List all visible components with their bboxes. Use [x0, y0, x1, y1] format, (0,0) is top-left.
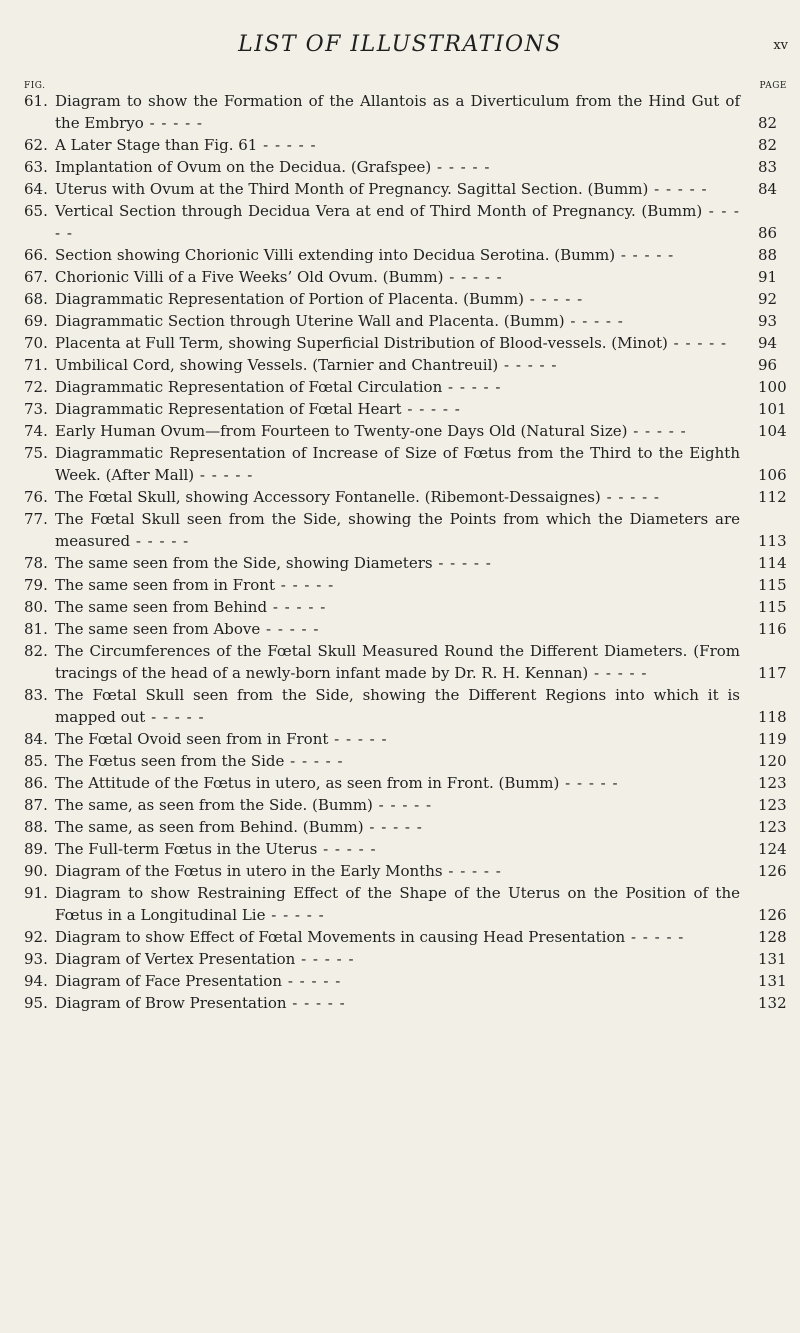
- figure-page: 119: [758, 730, 787, 748]
- figure-page: 131: [758, 972, 787, 990]
- figure-title: Diagram of Brow Presentation: [55, 994, 287, 1012]
- figure-title: The same seen from Above: [55, 620, 261, 638]
- figure-number: 66.: [24, 246, 48, 264]
- list-item: 68. Diagrammatic Representation of Portion of Placenta. (Bumm) - - - - - 92: [24, 288, 792, 310]
- figure-page: 123: [758, 774, 787, 792]
- figure-title: The Circumferences of the Fœtal Skull Measured Round the Different Diameters. (From tracings of the head of a newly-born infant made by Dr. R. H. Kennan): [55, 642, 740, 682]
- figure-number: 81.: [24, 620, 48, 638]
- list-item: 82. The Circumferences of the Fœtal Skull Measured Round the Different Diameters. (From tracings of the head of a newly-born infant made by Dr. R. H. Kennan) - - - - - 117: [24, 640, 792, 684]
- list-item: 83. The Fœtal Skull seen from the Side, showing the Different Regions into which it is mapped out - - - - - 118: [24, 684, 792, 728]
- figure-page: 124: [758, 840, 787, 858]
- list-item: 85. The Fœtus seen from the Side - - - - - 120: [24, 750, 792, 772]
- figure-number: 84.: [24, 730, 48, 748]
- figure-number: 74.: [24, 422, 48, 440]
- figure-number: 65.: [24, 202, 48, 220]
- figure-title: The Fœtal Skull seen from the Side, showing the Different Regions into which it is mapped out: [55, 686, 740, 726]
- figure-number: 75.: [24, 444, 48, 462]
- figure-title: Uterus with Ovum at the Third Month of Pregnancy. Sagittal Section. (Bumm): [55, 180, 649, 198]
- list-item: 73. Diagrammatic Representation of Fœtal Heart - - - - - 101: [24, 398, 792, 420]
- figure-number: 83.: [24, 686, 48, 704]
- list-item: 89. The Full-term Fœtus in the Uterus - - - - - 124: [24, 838, 792, 860]
- figure-title: Early Human Ovum—from Fourteen to Twenty-one Days Old (Natural Size): [55, 422, 628, 440]
- list-item: 90. Diagram of the Fœtus in utero in the Early Months - - - - - 126: [24, 860, 792, 882]
- list-item: 95. Diagram of Brow Presentation - - - - - 132: [24, 992, 792, 1014]
- figure-number: 70.: [24, 334, 48, 352]
- list-item: 74. Early Human Ovum—from Fourteen to Twenty-one Days Old (Natural Size) - - - - - 104: [24, 420, 792, 442]
- figure-number: 68.: [24, 290, 48, 308]
- figure-page: 82: [758, 136, 778, 154]
- list-item: 63. Implantation of Ovum on the Decidua. (Grafspee) - - - - - 83: [24, 156, 792, 178]
- figure-title: Placenta at Full Term, showing Superficial Distribution of Blood-vessels. (Minot): [55, 334, 668, 352]
- figure-number: 91.: [24, 884, 48, 902]
- figure-page: 126: [758, 906, 787, 924]
- figure-title: The same, as seen from the Side. (Bumm): [55, 796, 373, 814]
- figure-title: The same seen from in Front: [55, 576, 275, 594]
- figure-title: Diagram to show the Formation of the Allantois as a Diverticulum from the Hind Gut of the Embryo: [55, 92, 740, 132]
- list-item: 77. The Fœtal Skull seen from the Side, showing the Points from which the Diameters are measured - - - - - 113: [24, 508, 792, 552]
- figure-page: 132: [758, 994, 787, 1012]
- list-item: 70. Placenta at Full Term, showing Superficial Distribution of Blood-vessels. (Minot) - - - - - 94: [24, 332, 792, 354]
- list-item: 81. The same seen from Above - - - - - 116: [24, 618, 792, 640]
- list-item: 84. The Fœtal Ovoid seen from in Front - - - - - 119: [24, 728, 792, 750]
- page-number: xv: [773, 38, 788, 53]
- figure-page: 96: [758, 356, 778, 374]
- figure-title: The same, as seen from Behind. (Bumm): [55, 818, 364, 836]
- list-item: 66. Section showing Chorionic Villi extending into Decidua Serotina. (Bumm) - - - - - 88: [24, 244, 792, 266]
- figure-number: 87.: [24, 796, 48, 814]
- figure-number: 61.: [24, 92, 48, 110]
- figure-page: 114: [758, 554, 787, 572]
- list-item: 69. Diagrammatic Section through Uterine Wall and Placenta. (Bumm) - - - - - 93: [24, 310, 792, 332]
- list-item: 76. The Fœtal Skull, showing Accessory Fontanelle. (Ribemont-Dessaignes) - - - - - 112: [24, 486, 792, 508]
- list-item: 93. Diagram of Vertex Presentation - - - - - 131: [24, 948, 792, 970]
- figure-page: 84: [758, 180, 778, 198]
- figure-page: 91: [758, 268, 778, 286]
- list-item: 75. Diagrammatic Representation of Increase of Size of Fœtus from the Third to the Eighth Week. (After Mall) - - - - - 106: [24, 442, 792, 486]
- figure-title: The Fœtal Skull, showing Accessory Fontanelle. (Ribemont-Dessaignes): [55, 488, 601, 506]
- figure-title: Diagrammatic Representation of Portion of Placenta. (Bumm): [55, 290, 524, 308]
- figure-number: 78.: [24, 554, 48, 572]
- figure-number: 71.: [24, 356, 48, 374]
- figure-number: 90.: [24, 862, 48, 880]
- figure-page: 116: [758, 620, 787, 638]
- figure-page: 123: [758, 818, 787, 836]
- figure-title: The Fœtal Ovoid seen from in Front: [55, 730, 329, 748]
- figure-title: Diagrammatic Representation of Fœtal Heart: [55, 400, 402, 418]
- figure-number: 79.: [24, 576, 48, 594]
- list-item: 64. Uterus with Ovum at the Third Month of Pregnancy. Sagittal Section. (Bumm) - - - - - 84: [24, 178, 792, 200]
- figure-page: 101: [758, 400, 787, 418]
- figure-page: 88: [758, 246, 778, 264]
- figure-number: 67.: [24, 268, 48, 286]
- list-item: 72. Diagrammatic Representation of Fœtal Circulation - - - - - 100: [24, 376, 792, 398]
- figure-page: 120: [758, 752, 787, 770]
- list-item: 65. Vertical Section through Decidua Vera at end of Third Month of Pregnancy. (Bumm) - - - - - 86: [24, 200, 792, 244]
- figure-number: 85.: [24, 752, 48, 770]
- figure-page: 115: [758, 576, 787, 594]
- figure-title: Diagrammatic Representation of Increase of Size of Fœtus from the Third to the Eighth Week. (After Mall): [55, 444, 740, 484]
- figure-number: 69.: [24, 312, 48, 330]
- figure-title: Diagram of Face Presentation: [55, 972, 283, 990]
- figure-title: The Fœtus seen from the Side: [55, 752, 285, 770]
- figure-number: 82.: [24, 642, 48, 660]
- figure-number: 95.: [24, 994, 48, 1012]
- list-item: 61. Diagram to show the Formation of the Allantois as a Diverticulum from the Hind Gut of the Embryo - - - - - 82: [24, 90, 792, 134]
- figure-title: Diagram to show Restraining Effect of the Shape of the Uterus on the Position of the Fœtus in a Longitudinal Lie: [55, 884, 740, 924]
- figure-title: The same seen from the Side, showing Diameters: [55, 554, 433, 572]
- figure-page: 117: [758, 664, 787, 682]
- list-item: 71. Umbilical Cord, showing Vessels. (Tarnier and Chantreuil) - - - - - 96: [24, 354, 792, 376]
- running-head: LIST OF ILLUSTRATIONS: [238, 32, 562, 57]
- fig-column-label: FIG.: [24, 81, 46, 91]
- figure-number: 63.: [24, 158, 48, 176]
- figure-title: Implantation of Ovum on the Decidua. (Grafspee): [55, 158, 432, 176]
- list-item: 86. The Attitude of the Fœtus in utero, as seen from in Front. (Bumm) - - - - - 123: [24, 772, 792, 794]
- figure-number: 77.: [24, 510, 48, 528]
- figure-page: 131: [758, 950, 787, 968]
- figure-page: 92: [758, 290, 778, 308]
- list-item: 78. The same seen from the Side, showing Diameters - - - - - 114: [24, 552, 792, 574]
- page-column-label: PAGE: [759, 81, 787, 91]
- list-item: 91. Diagram to show Restraining Effect of the Shape of the Uterus on the Position of the Fœtus in a Longitudinal Lie - - - - - 126: [24, 882, 792, 926]
- figure-number: 62.: [24, 136, 48, 154]
- figure-title: Vertical Section through Decidua Vera at end of Third Month of Pregnancy. (Bumm): [55, 202, 703, 220]
- figure-number: 94.: [24, 972, 48, 990]
- list-item: 62. A Later Stage than Fig. 61 - - - - - 82: [24, 134, 792, 156]
- figure-page: 106: [758, 466, 787, 484]
- figure-number: 88.: [24, 818, 48, 836]
- illustration-list: [24, 90, 792, 1014]
- figure-number: 64.: [24, 180, 48, 198]
- figure-title: Diagram of the Fœtus in utero in the Early Months: [55, 862, 443, 880]
- figure-title: The Fœtal Skull seen from the Side, showing the Points from which the Diameters are measured: [55, 510, 740, 550]
- figure-title: Umbilical Cord, showing Vessels. (Tarnier and Chantreuil): [55, 356, 499, 374]
- figure-page: 83: [758, 158, 778, 176]
- figure-page: 123: [758, 796, 787, 814]
- figure-page: 118: [758, 708, 787, 726]
- figure-number: 89.: [24, 840, 48, 858]
- figure-title: Diagram to show Effect of Fœtal Movements in causing Head Presentation: [55, 928, 626, 946]
- list-item: 94. Diagram of Face Presentation - - - - - 131: [24, 970, 792, 992]
- figure-title: Chorionic Villi of a Five Weeks’ Old Ovum. (Bumm): [55, 268, 444, 286]
- figure-title: The same seen from Behind: [55, 598, 268, 616]
- figure-number: 76.: [24, 488, 48, 506]
- figure-title: The Full-term Fœtus in the Uterus: [55, 840, 318, 858]
- figure-page: 82: [758, 114, 778, 132]
- figure-page: 93: [758, 312, 778, 330]
- figure-number: 86.: [24, 774, 48, 792]
- figure-page: 86: [758, 224, 778, 242]
- figure-title: The Attitude of the Fœtus in utero, as seen from in Front. (Bumm): [55, 774, 560, 792]
- figure-page: 128: [758, 928, 787, 946]
- figure-number: 72.: [24, 378, 48, 396]
- figure-title: Diagrammatic Section through Uterine Wall and Placenta. (Bumm): [55, 312, 565, 330]
- list-item: 67. Chorionic Villi of a Five Weeks’ Old Ovum. (Bumm) - - - - - 91: [24, 266, 792, 288]
- figure-number: 80.: [24, 598, 48, 616]
- figure-page: 104: [758, 422, 787, 440]
- figure-page: 113: [758, 532, 787, 550]
- figure-title: Diagram of Vertex Presentation: [55, 950, 296, 968]
- figure-title: A Later Stage than Fig. 61: [55, 136, 258, 154]
- figure-number: 73.: [24, 400, 48, 418]
- figure-title: Diagrammatic Representation of Fœtal Circulation: [55, 378, 443, 396]
- list-item: 87. The same, as seen from the Side. (Bumm) - - - - - 123: [24, 794, 792, 816]
- figure-page: 112: [758, 488, 787, 506]
- list-item: 92. Diagram to show Effect of Fœtal Movements in causing Head Presentation - - - - - 128: [24, 926, 792, 948]
- figure-page: 126: [758, 862, 787, 880]
- list-item: 79. The same seen from in Front - - - - - 115: [24, 574, 792, 596]
- list-item: 88. The same, as seen from Behind. (Bumm) - - - - - 123: [24, 816, 792, 838]
- figure-page: 100: [758, 378, 787, 396]
- figure-number: 93.: [24, 950, 48, 968]
- figure-title: Section showing Chorionic Villi extending into Decidua Serotina. (Bumm): [55, 246, 616, 264]
- list-item: 80. The same seen from Behind - - - - - 115: [24, 596, 792, 618]
- figure-number: 92.: [24, 928, 48, 946]
- figure-page: 115: [758, 598, 787, 616]
- figure-page: 94: [758, 334, 778, 352]
